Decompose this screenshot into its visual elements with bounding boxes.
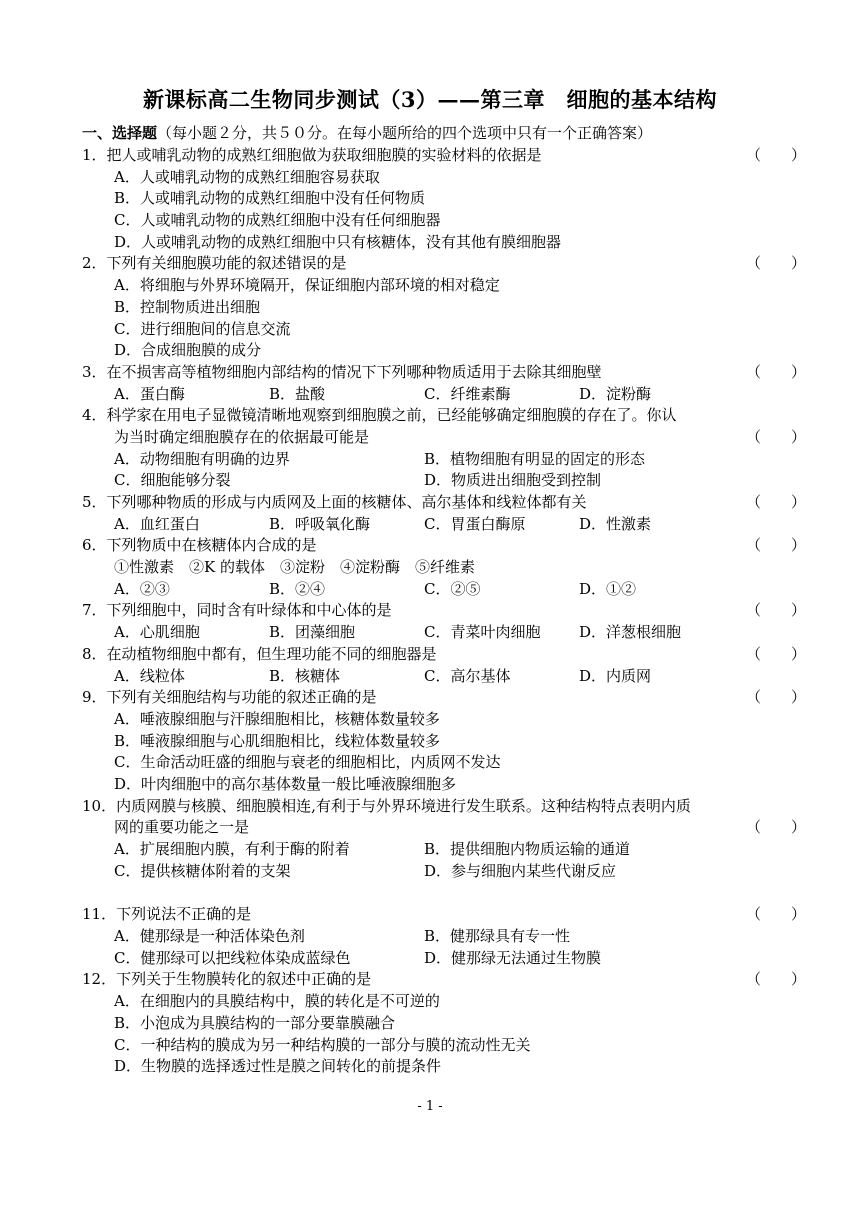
option-a: A．蛋白酶 [114, 384, 185, 403]
answer-blank: （ ） [746, 818, 807, 837]
option-d: D．内质网 [579, 666, 652, 685]
option-a: A．唾液腺细胞与汗腺细胞相比，核糖体数量较多 [114, 709, 440, 728]
options-row [82, 926, 782, 948]
page-title: 新课标高二生物同步测试（3）——第三章 细胞的基本结构 [142, 87, 718, 112]
question-12 [82, 969, 807, 991]
option-d: D．洋葱根细胞 [579, 623, 682, 642]
question-number: 5． [82, 493, 107, 511]
question-4-continued [82, 427, 807, 449]
answer-blank: （ ） [746, 601, 807, 620]
question-8 [82, 644, 807, 666]
question-10-continued [82, 817, 807, 839]
option-a: A．人或哺乳动物的成熟红细胞容易获取 [114, 167, 380, 186]
option-d: D．合成细胞膜的成分 [114, 341, 262, 360]
question-2 [82, 253, 807, 275]
question-stem: 下列关于生物膜转化的叙述中正确的是 [116, 970, 372, 989]
question-5 [82, 492, 807, 514]
question-number: 8． [82, 644, 107, 663]
section-heading [82, 122, 790, 143]
option-b: B．团藻细胞 [269, 623, 356, 642]
option-a: A．健那绿是一种活体染色剂 [114, 927, 305, 946]
question-1 [82, 145, 807, 167]
question-number: 1． [82, 146, 107, 164]
answer-blank: （ ） [746, 493, 807, 511]
answer-blank: （ ） [746, 536, 807, 555]
option-d: D．物质进出细胞受到控制 [424, 471, 602, 490]
option-c: C．生命活动旺盛的细胞与衰老的细胞相比，内质网不发达 [114, 753, 501, 772]
question-stem: 在不损害高等植物细胞内部结构的情况下下列哪种物质适用于去除其细胞壁 [106, 362, 602, 381]
answer-blank: （ ） [746, 905, 807, 924]
option-d: D．参与细胞内某些代谢反应 [424, 861, 617, 880]
options-row [82, 449, 782, 471]
options-row [82, 861, 782, 883]
question-stem: 下列物质中在核糖体内合成的是 [106, 536, 317, 555]
answer-blank: （ ） [746, 146, 807, 164]
option-c: C．②⑤ [424, 579, 481, 598]
options-row [82, 470, 782, 492]
options-row [82, 579, 782, 601]
option-d: D．生物膜的选择透过性是膜之间转化的前提条件 [114, 1057, 442, 1076]
options-row [82, 839, 782, 861]
option-b: B．呼吸氧化酶 [269, 514, 371, 533]
option-a: A．血红蛋白 [114, 514, 200, 533]
question-stem: 把人或哺乳动物的成熟红细胞做为获取细胞膜的实验材料的依据是 [106, 146, 542, 164]
section-label: 一、选择题 [82, 124, 158, 142]
question-list [82, 145, 807, 1078]
page-number: - 1 - [417, 1099, 443, 1114]
option-b: B．提供细胞内物质运输的通道 [424, 840, 631, 858]
options-row [82, 384, 782, 406]
option-d: D．健那绿无法通过生物膜 [424, 948, 602, 967]
item-list: ①性激素 ②K 的载体 ③淀粉 ④淀粉酶 ⑤纤维素 [114, 558, 475, 577]
question-stem: 在动植物细胞中都有，但生理功能不同的细胞器是 [106, 644, 437, 663]
option-c: C．高尔基体 [424, 666, 511, 685]
option-c: C．健那绿可以把线粒体染成蓝绿色 [114, 948, 351, 967]
question-stem: 下列哪种物质的形成与内质网及上面的核糖体、高尔基体和线粒体都有关 [106, 493, 587, 511]
option-c: C．一种结构的膜成为另一种结构膜的一部分与膜的流动性无关 [114, 1035, 531, 1054]
option-d: D．性激素 [579, 514, 652, 533]
question-9 [82, 687, 807, 709]
answer-blank: （ ） [746, 427, 807, 446]
question-number: 2． [82, 254, 107, 273]
question-stem: 下列有关细胞膜功能的叙述错误的是 [106, 254, 347, 273]
question-stem: 下列说法不正确的是 [116, 905, 252, 924]
option-b: B．核糖体 [269, 666, 341, 685]
option-c: C．胃蛋白酶原 [424, 514, 526, 533]
question-number: 4． [82, 406, 107, 425]
option-a: A．在细胞内的具膜结构中，膜的转化是不可逆的 [114, 992, 440, 1011]
option-a: A．线粒体 [114, 666, 185, 685]
options-row [82, 514, 782, 536]
spacer [82, 882, 782, 904]
question-number: 10． [82, 796, 117, 815]
option-b: B．唾液腺细胞与心肌细胞相比，线粒体数量较多 [114, 731, 441, 750]
options-row [82, 948, 782, 970]
question-number: 9． [82, 688, 107, 707]
option-b: B．盐酸 [269, 384, 326, 403]
option-b: B．小泡成为具膜结构的一部分要靠膜融合 [114, 1013, 396, 1032]
question-number: 7． [82, 601, 107, 620]
question-stem: 下列有关细胞结构与功能的叙述正确的是 [106, 688, 377, 707]
question-number: 6． [82, 536, 107, 555]
question-7 [82, 600, 807, 622]
option-c: C．人或哺乳动物的成熟红细胞中没有任何细胞器 [114, 211, 441, 230]
option-c: C．青菜叶肉细胞 [424, 623, 541, 642]
answer-blank: （ ） [746, 688, 807, 707]
option-c: C．提供核糖体附着的支架 [114, 861, 291, 880]
answer-blank: （ ） [746, 362, 807, 381]
option-d: D．叶肉细胞中的高尔基体数量一般比唾液腺细胞多 [114, 774, 457, 793]
options-row [82, 666, 782, 688]
question-10 [82, 796, 782, 818]
option-c: C．进行细胞间的信息交流 [114, 319, 291, 338]
option-b: B．控制物质进出细胞 [114, 297, 261, 316]
question-stem: 内质网膜与核膜、细胞膜相连,有利于与外界环境进行发生联系。这种结构特点表明内质 [116, 796, 691, 815]
question-6 [82, 535, 807, 557]
question-11 [82, 904, 807, 926]
question-number: 11． [82, 905, 117, 924]
option-c: C．细胞能够分裂 [114, 471, 231, 490]
question-stem-continued: 为当时确定细胞膜存在的依据最可能是 [114, 427, 370, 446]
section-note: （每小题２分，共５０分。在每小题所给的四个选项中只有一个正确答案） [157, 124, 653, 142]
question-stem: 科学家在用电子显微镜清晰地观察到细胞膜之前，已经能够确定细胞膜的存在了。你认 [106, 406, 677, 425]
answer-blank: （ ） [746, 644, 807, 663]
option-a: A．②③ [114, 579, 170, 598]
option-a: A．心肌细胞 [114, 623, 200, 642]
question-3 [82, 362, 807, 384]
question-number: 12． [82, 970, 117, 989]
option-b: B．人或哺乳动物的成熟红细胞中没有任何物质 [114, 189, 426, 208]
option-d: D．①② [579, 579, 637, 598]
question-stem-continued: 网的重要功能之一是 [114, 818, 250, 837]
option-b: B．②④ [269, 579, 326, 598]
option-d: D．人或哺乳动物的成熟红细胞中只有核糖体，没有其他有膜细胞器 [114, 232, 562, 251]
question-number: 3． [82, 362, 107, 381]
answer-blank: （ ） [746, 254, 807, 273]
option-c: C．纤维素酶 [424, 384, 511, 403]
answer-blank: （ ） [746, 970, 807, 989]
option-a: A．扩展细胞内膜，有利于酶的附着 [114, 840, 350, 858]
option-b: B．植物细胞有明显的固定的形态 [424, 449, 646, 468]
option-d: D．淀粉酶 [579, 384, 652, 403]
option-a: A．将细胞与外界环境隔开，保证细胞内部环境的相对稳定 [114, 276, 500, 295]
question-stem: 下列细胞中，同时含有叶绿体和中心体的是 [106, 601, 392, 620]
options-row [82, 622, 782, 644]
option-a: A．动物细胞有明确的边界 [114, 449, 290, 468]
question-4 [82, 405, 782, 427]
option-b: B．健那绿具有专一性 [424, 927, 571, 946]
